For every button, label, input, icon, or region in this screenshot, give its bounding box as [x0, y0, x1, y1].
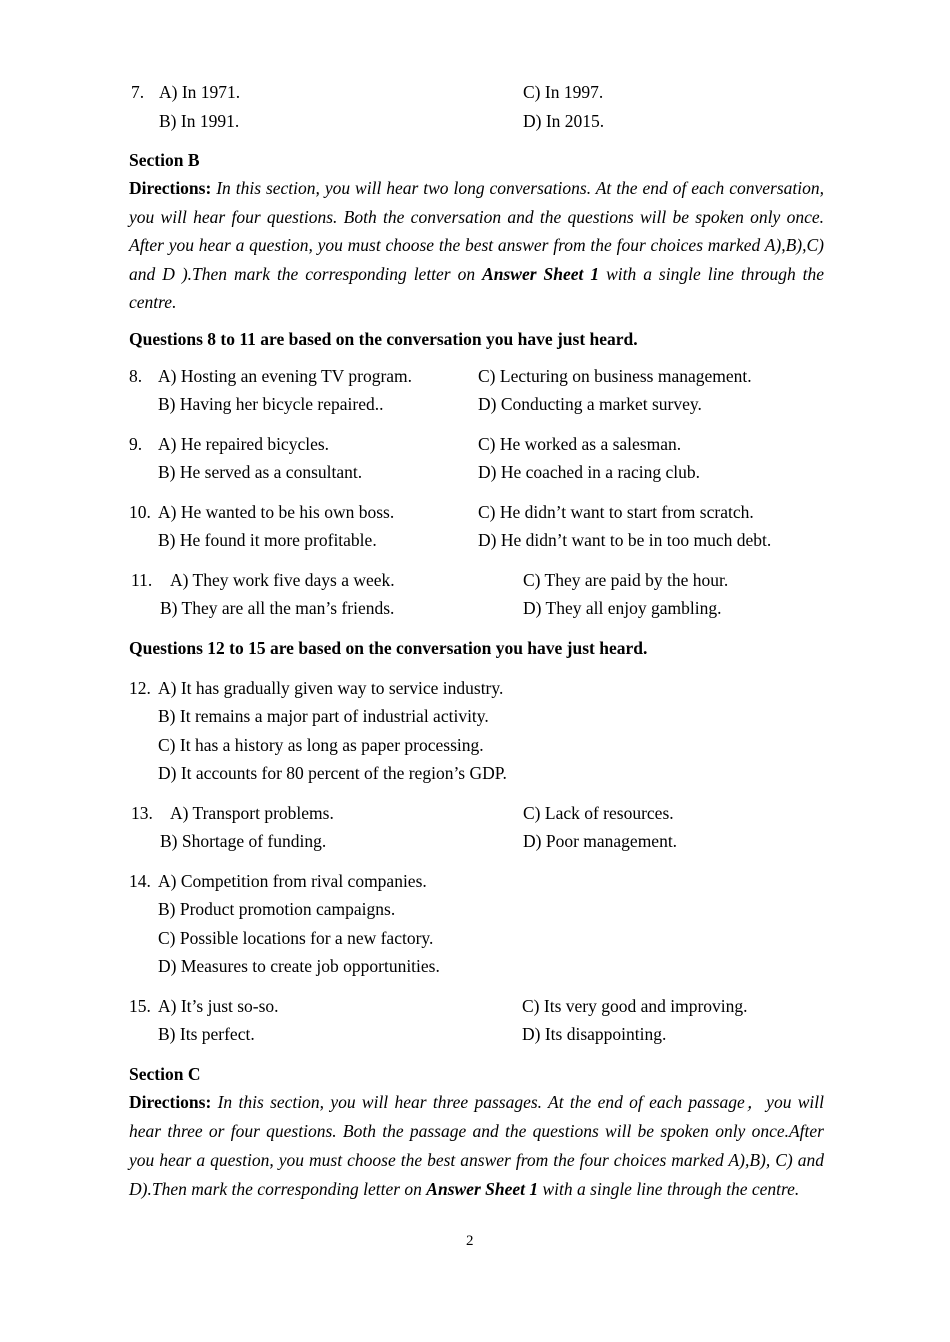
q8-option-b: B) Having her bicycle repaired.. — [158, 394, 384, 414]
section-b-directions-text: In this section, you will hear two long conversations. At the end of each conversation, you will hear four questions. Both the conversation and the questions will be spoken only once. After you hear a question, you must choose the best answer from the four choices marked A),B),C) and D ).Then mark the corresponding letter on — [129, 178, 824, 284]
q11-option-a: A) They work five days a week. — [170, 570, 395, 590]
q12-option-a: A) It has gradually given way to service industry. — [158, 678, 504, 698]
q15-option-c: C) Its very good and improving. — [522, 996, 748, 1016]
q15-option-d: D) Its disappointing. — [522, 1024, 667, 1044]
section-c-directions — [129, 1088, 824, 1204]
q9-option-c: C) He worked as a salesman. — [478, 434, 682, 454]
q9-number: 9. — [129, 434, 143, 454]
q12-option-d: D) It accounts for 80 percent of the region’s GDP. — [158, 763, 507, 783]
q11-option-c: C) They are paid by the hour. — [523, 570, 729, 590]
page-number: 2 — [466, 1233, 474, 1249]
q12-number: 12. — [129, 678, 151, 698]
group-heading-8-11: Questions 8 to 11 are based on the conversation you have just heard. — [129, 329, 638, 349]
section-c-directions-text: In this section, you will hear three passages. At the end of each passage，you will hear three or four questions. Both the passage and the questions will be spoken only once.After you hear a question, you must choose the best answer from the four choices marked A),B), C) and D).Then mark the corresponding letter on — [129, 1092, 825, 1199]
q12-option-b: B) It remains a major part of industrial activity. — [158, 706, 489, 726]
q13-option-b: B) Shortage of funding. — [160, 831, 327, 851]
q13-option-a: A) Transport problems. — [170, 803, 334, 823]
q12-option-c: C) It has a history as long as paper processing. — [158, 735, 484, 755]
section-b-directions-text-end: with a single line through the centre. — [129, 263, 825, 312]
q8-option-d: D) Conducting a market survey. — [478, 394, 702, 414]
q14-option-a: A) Competition from rival companies. — [158, 871, 427, 891]
section-b-directions — [129, 174, 824, 317]
section-c-answer-sheet: Answer Sheet 1 — [426, 1179, 539, 1199]
q9-option-b: B) He served as a consultant. — [158, 462, 363, 482]
section-b-directions-label: Directions: — [129, 178, 212, 198]
q14-option-d: D) Measures to create job opportunities. — [158, 956, 440, 976]
q15-number: 15. — [129, 996, 151, 1016]
q13-number: 13. — [131, 803, 153, 823]
q13-option-d: D) Poor management. — [523, 831, 678, 851]
q14-option-c: C) Possible locations for a new factory. — [158, 928, 434, 948]
section-c-directions-text-end: with a single line through the centre. — [542, 1179, 800, 1199]
q7-number: 7. — [131, 82, 145, 102]
q10-option-a: A) He wanted to be his own boss. — [158, 502, 395, 522]
q11-option-b: B) They are all the man’s friends. — [160, 598, 395, 618]
q8-option-a: A) Hosting an evening TV program. — [158, 366, 413, 386]
q7-option-a: A) In 1971. — [159, 82, 241, 102]
q10-option-d: D) He didn’t want to be in too much debt. — [478, 530, 772, 550]
section-c-directions-label: Directions: — [129, 1092, 212, 1112]
q11-number: 11. — [131, 570, 153, 590]
q9-option-a: A) He repaired bicycles. — [158, 434, 330, 454]
group-heading-12-15: Questions 12 to 15 are based on the conversation you have just heard. — [129, 638, 648, 658]
q7-option-d: D) In 2015. — [523, 111, 605, 131]
q7-option-c: C) In 1997. — [523, 82, 604, 102]
q14-number: 14. — [129, 871, 151, 891]
q15-option-a: A) It’s just so-so. — [158, 996, 279, 1016]
q8-number: 8. — [129, 366, 143, 386]
q13-option-c: C) Lack of resources. — [523, 803, 674, 823]
section-b-title: Section B — [129, 150, 200, 170]
q10-option-b: B) He found it more profitable. — [158, 530, 377, 550]
q9-option-d: D) He coached in a racing club. — [478, 462, 701, 482]
q14-option-b: B) Product promotion campaigns. — [158, 899, 396, 919]
q7-option-b: B) In 1991. — [159, 111, 240, 131]
q11-option-d: D) They all enjoy gambling. — [523, 598, 722, 618]
q15-option-b: B) Its perfect. — [158, 1024, 255, 1044]
section-b-answer-sheet: Answer Sheet 1 — [482, 263, 600, 284]
section-c-title: Section C — [129, 1064, 201, 1084]
q8-option-c: C) Lecturing on business management. — [478, 366, 752, 386]
q10-number: 10. — [129, 502, 151, 522]
q10-option-c: C) He didn’t want to start from scratch. — [478, 502, 754, 522]
